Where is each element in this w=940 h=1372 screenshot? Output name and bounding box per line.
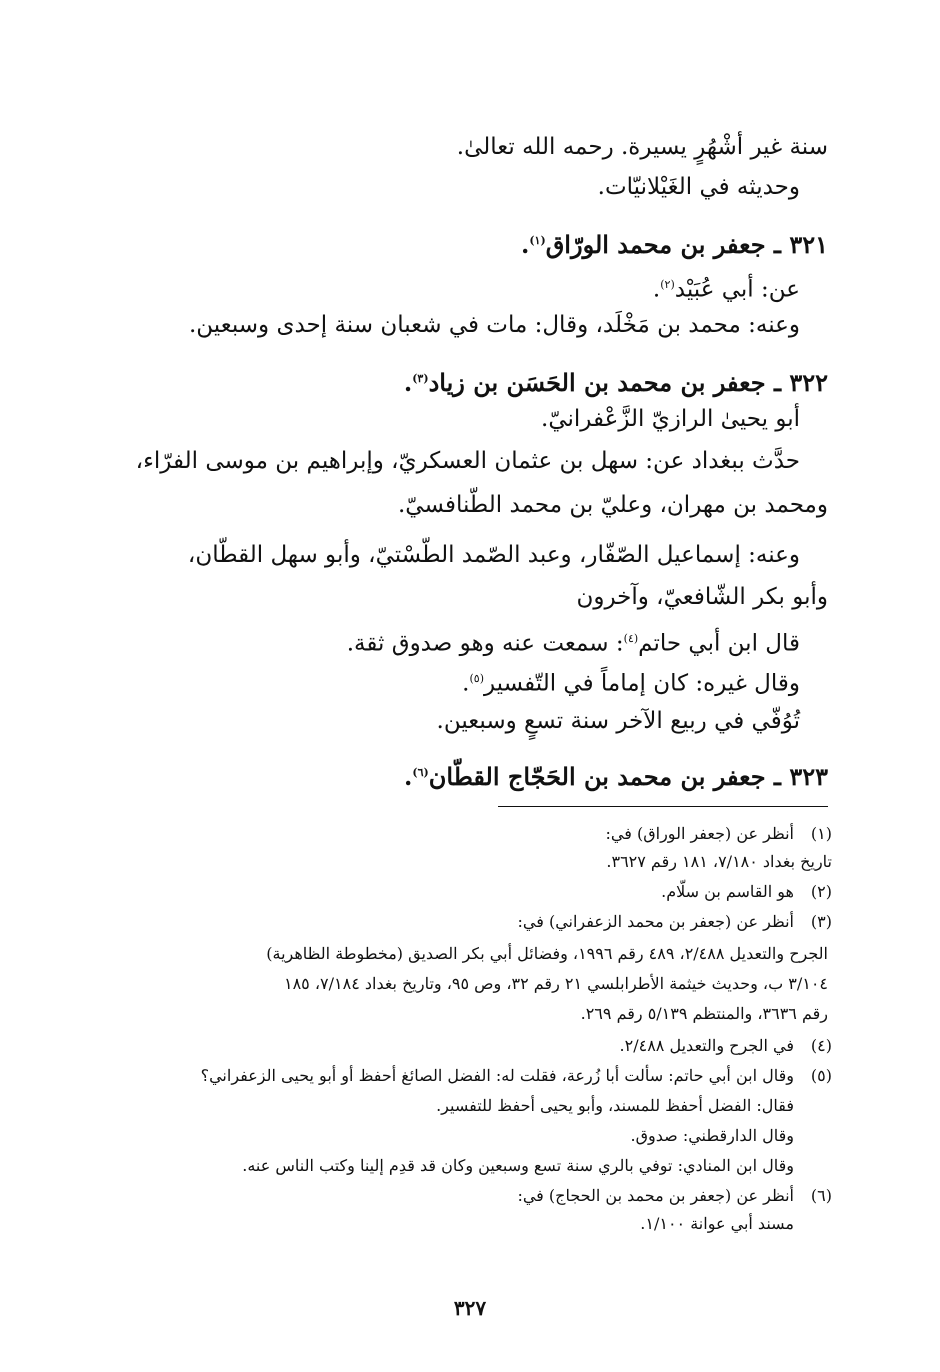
- footnote: (١)أنظر عن (جعفر الوراق) في:: [605, 824, 832, 843]
- text-line: عن: أبي عُبَيْد$^{(٢)}$.: [652, 276, 800, 303]
- footnote: رقم ٣٦٣٦، والمنتظم ٥/١٣٩ رقم ٢٦٩.: [580, 1004, 828, 1023]
- entry-heading: ٣٢١ ـ جعفر بن محمد الورّاق$^{(١)}$.: [520, 230, 828, 259]
- footnote: فقال: الفضل أحفظ للمسند، وأبو يحيى أحفظ للتفسير.: [436, 1096, 794, 1115]
- text-line: ومحمد بن مهران، وعليّ بن محمد الطّنافسيّ.: [397, 492, 828, 518]
- footnote-ref: (٣): [412, 372, 429, 385]
- footnote: (٥)وقال ابن أبي حاتم: سألت أبا زُرعة، فقلت له: الفضل الصائغ أحفظ أو أبو يحيى الزعفراني؟: [200, 1066, 832, 1085]
- text-line: أبو يحيىٰ الرازيّ الزَّعْفرانيّ.: [541, 406, 800, 432]
- footnote: (٣)أنظر عن (جعفر بن محمد الزعفراني) في:: [517, 912, 832, 931]
- text-line: حدَّث ببغداد عن: سهل بن عثمان العسكريّ، وإبراهيم بن موسى الفرّاء،: [135, 448, 800, 474]
- footnote: الجرح والتعديل ٢/٤٨٨، ٤٨٩ رقم ١٩٩٦، وفضائل أبي بكر الصديق (مخطوطة الظاهرية): [266, 944, 828, 963]
- text-line: وقال غيره: كان إماماً في التّفسير$^{(٥)}$.: [462, 670, 800, 697]
- footnote-ref: (٥): [469, 672, 484, 685]
- footnote-ref: (٤): [623, 632, 639, 645]
- footnote: (٤)في الجرح والتعديل ٢/٤٨٨.: [619, 1036, 832, 1055]
- footnote-ref: (٢): [660, 278, 675, 291]
- footnote: وقال الدارقطني: صدوق.: [630, 1126, 794, 1145]
- text-line: وعنه: محمد بن مَخْلَد، وقال: مات في شعبان سنة إحدى وسبعين.: [188, 312, 800, 338]
- footnote: (٦)أنظر عن (جعفر بن محمد بن الحجاج) في:: [517, 1186, 832, 1205]
- footnote-separator: [498, 806, 828, 807]
- page-number: ٣٢٧: [453, 1296, 487, 1320]
- footnote: وقال ابن المنادي: توفي بالري سنة تسع وسبعين وكان قد قدِم إلينا وكتب الناس عنه.: [242, 1156, 794, 1175]
- footnote-ref: (١): [529, 234, 546, 247]
- footnote: ٣/١٠٤ ب، وحديث خيثمة الأطرابلسي ٢١ رقم ٣٢، وص ٩٥، وتاريخ بغداد ٧/١٨٤، ١٨٥: [283, 974, 828, 993]
- footnote: تاريخ بغداد ٧/١٨٠، ١٨١ رقم ٣٦٢٧.: [606, 852, 832, 871]
- text-line: تُوُفّي في ربيع الآخر سنة تسعٍ وسبعين.: [436, 708, 800, 734]
- text-line: وعنه: إسماعيل الصّفّار، وعبد الصّمد الطّسْتيّ، وأبو سهل القطّان،: [187, 542, 800, 568]
- text-line: وحديثه في الغَيْلانيّات.: [597, 174, 800, 200]
- text-line: وأبو بكر الشّافعيّ، وآخرون: [576, 584, 828, 610]
- text-line: قال ابن أبي حاتم$^{(٤)}$: سمعت عنه وهو صدوق ثقة.: [346, 630, 800, 657]
- entry-heading: ٣٢٢ ـ جعفر بن محمد بن الحَسَن بن زياد$^{(٣)}$.: [403, 368, 828, 397]
- entry-heading: ٣٢٣ ـ جعفر بن محمد بن الحَجّاج القطّان$^{(٦)}$.: [404, 762, 828, 791]
- footnote-ref: (٦): [412, 766, 429, 779]
- footnote: مسند أبي عوانة ١/١٠٠.: [640, 1214, 794, 1233]
- text-line: سنة غير أشْهُرٍ يسيرة. رحمه الله تعالىٰ.: [456, 134, 828, 160]
- footnote: (٢)هو القاسم بن سلّام.: [661, 882, 832, 901]
